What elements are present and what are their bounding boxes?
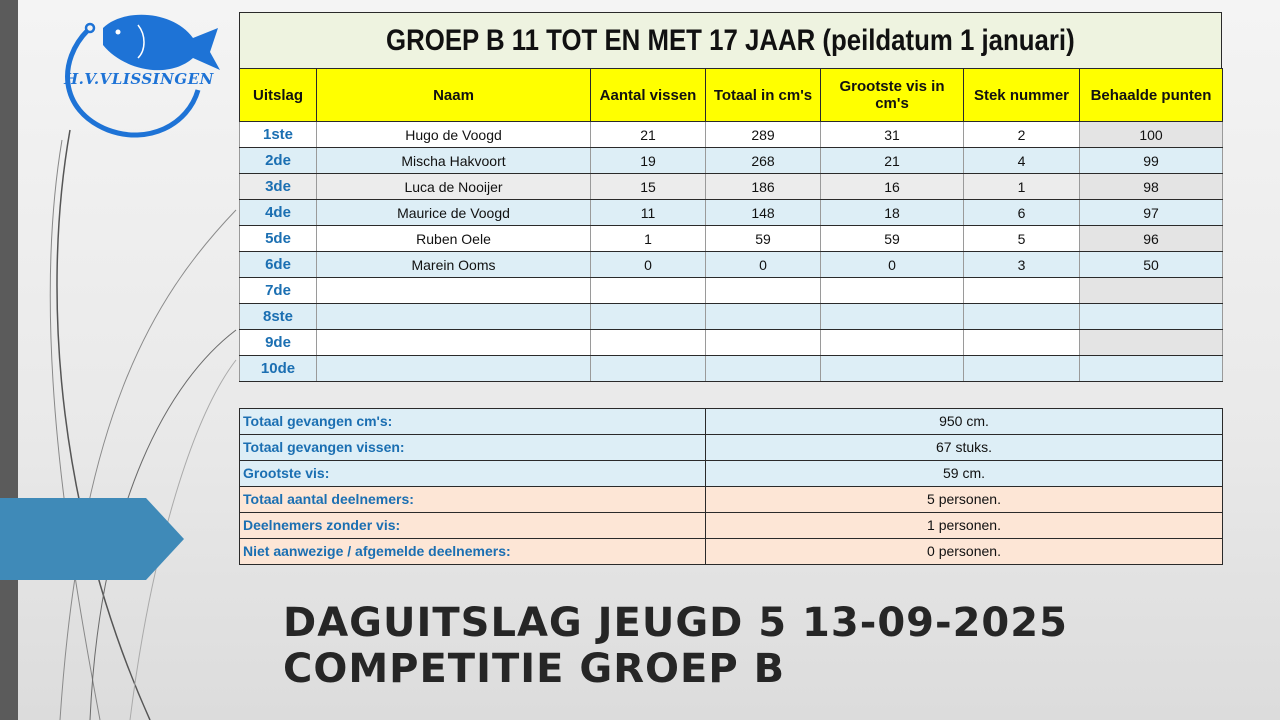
total-cm-cell: 148 — [706, 200, 821, 226]
summary-value: 5 personen. — [706, 486, 1223, 512]
name-cell: Mischa Hakvoort — [317, 148, 591, 174]
spot-number-cell — [964, 304, 1080, 330]
spot-number-cell: 4 — [964, 148, 1080, 174]
name-cell — [317, 278, 591, 304]
name-cell: Hugo de Voogd — [317, 122, 591, 148]
total-cm-cell — [706, 278, 821, 304]
column-header: Aantal vissen — [591, 69, 706, 122]
summary-label: Niet aanwezige / afgemelde deelnemers: — [240, 538, 706, 564]
rank-cell: 8ste — [240, 304, 317, 330]
points-cell: 96 — [1080, 226, 1223, 252]
table-row — [240, 304, 1223, 330]
table-row — [240, 226, 1223, 252]
fish-count-cell — [591, 304, 706, 330]
total-cm-cell: 0 — [706, 252, 821, 278]
rank-cell: 10de — [240, 356, 317, 382]
table-row — [240, 330, 1223, 356]
points-cell — [1080, 356, 1223, 382]
total-cm-cell: 289 — [706, 122, 821, 148]
largest-fish-cell — [821, 278, 964, 304]
left-side-strip — [0, 0, 18, 720]
headline-line-1: DAGUITSLAG JEUGD 5 13-09-2025 — [283, 600, 1068, 646]
points-cell: 97 — [1080, 200, 1223, 226]
points-cell — [1080, 278, 1223, 304]
largest-fish-cell: 31 — [821, 122, 964, 148]
sheet-title: GROEP B 11 TOT EN MET 17 JAAR (peildatum 1 januari) — [386, 23, 1075, 57]
spot-number-cell: 2 — [964, 122, 1080, 148]
name-cell — [317, 304, 591, 330]
table-row — [240, 174, 1223, 200]
total-cm-cell: 186 — [706, 174, 821, 200]
points-cell: 98 — [1080, 174, 1223, 200]
column-header: Totaal in cm's — [706, 69, 821, 122]
summary-row — [240, 486, 1223, 512]
summary-row — [240, 512, 1223, 538]
summary-row — [240, 408, 1223, 434]
summary-value: 67 stuks. — [706, 434, 1223, 460]
points-cell: 100 — [1080, 122, 1223, 148]
summary-value: 1 personen. — [706, 512, 1223, 538]
fish-count-cell: 1 — [591, 226, 706, 252]
name-cell — [317, 330, 591, 356]
summary-row — [240, 434, 1223, 460]
name-cell: Maurice de Voogd — [317, 200, 591, 226]
rank-cell: 1ste — [240, 122, 317, 148]
rank-cell: 4de — [240, 200, 317, 226]
table-row — [240, 200, 1223, 226]
spot-number-cell — [964, 356, 1080, 382]
column-header: Stek nummer — [964, 69, 1080, 122]
fish-count-cell: 21 — [591, 122, 706, 148]
points-cell — [1080, 330, 1223, 356]
rank-cell: 3de — [240, 174, 317, 200]
summary-label: Totaal gevangen vissen: — [240, 434, 706, 460]
rank-cell: 2de — [240, 148, 317, 174]
slide-headline — [283, 600, 1068, 692]
points-cell — [1080, 304, 1223, 330]
largest-fish-cell — [821, 304, 964, 330]
fish-count-cell: 15 — [591, 174, 706, 200]
results-sheet — [239, 12, 1222, 565]
table-header-row — [240, 69, 1223, 122]
fish-count-cell: 19 — [591, 148, 706, 174]
summary-value: 0 personen. — [706, 538, 1223, 564]
spot-number-cell — [964, 278, 1080, 304]
name-cell: Ruben Oele — [317, 226, 591, 252]
name-cell — [317, 356, 591, 382]
spot-number-cell: 1 — [964, 174, 1080, 200]
rank-cell: 5de — [240, 226, 317, 252]
column-header: Grootste vis in cm's — [821, 69, 964, 122]
largest-fish-cell: 18 — [821, 200, 964, 226]
largest-fish-cell: 59 — [821, 226, 964, 252]
results-table — [239, 68, 1223, 408]
name-cell: Marein Ooms — [317, 252, 591, 278]
spot-number-cell — [964, 330, 1080, 356]
summary-row — [240, 460, 1223, 486]
fish-count-cell — [591, 278, 706, 304]
rank-cell: 7de — [240, 278, 317, 304]
points-cell: 50 — [1080, 252, 1223, 278]
table-row — [240, 278, 1223, 304]
logo-text: H.V.VLISSINGEN — [64, 70, 214, 88]
spot-number-cell: 6 — [964, 200, 1080, 226]
rank-cell: 6de — [240, 252, 317, 278]
total-cm-cell: 268 — [706, 148, 821, 174]
points-cell: 99 — [1080, 148, 1223, 174]
sheet-title-bar — [239, 12, 1222, 68]
total-cm-cell — [706, 356, 821, 382]
name-cell: Luca de Nooijer — [317, 174, 591, 200]
table-row — [240, 148, 1223, 174]
summary-value: 59 cm. — [706, 460, 1223, 486]
spot-number-cell: 5 — [964, 226, 1080, 252]
largest-fish-cell: 0 — [821, 252, 964, 278]
largest-fish-cell: 21 — [821, 148, 964, 174]
total-cm-cell — [706, 330, 821, 356]
headline-line-2: COMPETITIE GROEP B — [283, 646, 786, 692]
table-row — [240, 356, 1223, 382]
total-cm-cell — [706, 304, 821, 330]
spacer-row — [240, 382, 1223, 408]
spot-number-cell: 3 — [964, 252, 1080, 278]
summary-label: Totaal aantal deelnemers: — [240, 486, 706, 512]
fish-count-cell — [591, 356, 706, 382]
largest-fish-cell — [821, 356, 964, 382]
total-cm-cell: 59 — [706, 226, 821, 252]
summary-row — [240, 538, 1223, 564]
summary-table — [239, 408, 1223, 565]
summary-label: Deelnemers zonder vis: — [240, 512, 706, 538]
column-header: Uitslag — [240, 69, 317, 122]
summary-label: Grootste vis: — [240, 460, 706, 486]
table-row — [240, 122, 1223, 148]
fish-count-cell: 0 — [591, 252, 706, 278]
fish-count-cell: 11 — [591, 200, 706, 226]
summary-value: 950 cm. — [706, 408, 1223, 434]
largest-fish-cell — [821, 330, 964, 356]
table-row — [240, 252, 1223, 278]
fish-count-cell — [591, 330, 706, 356]
largest-fish-cell: 16 — [821, 174, 964, 200]
rank-cell: 9de — [240, 330, 317, 356]
blue-arrow-shape — [0, 498, 184, 580]
summary-label: Totaal gevangen cm's: — [240, 408, 706, 434]
column-header: Naam — [317, 69, 591, 122]
column-header: Behaalde punten — [1080, 69, 1223, 122]
